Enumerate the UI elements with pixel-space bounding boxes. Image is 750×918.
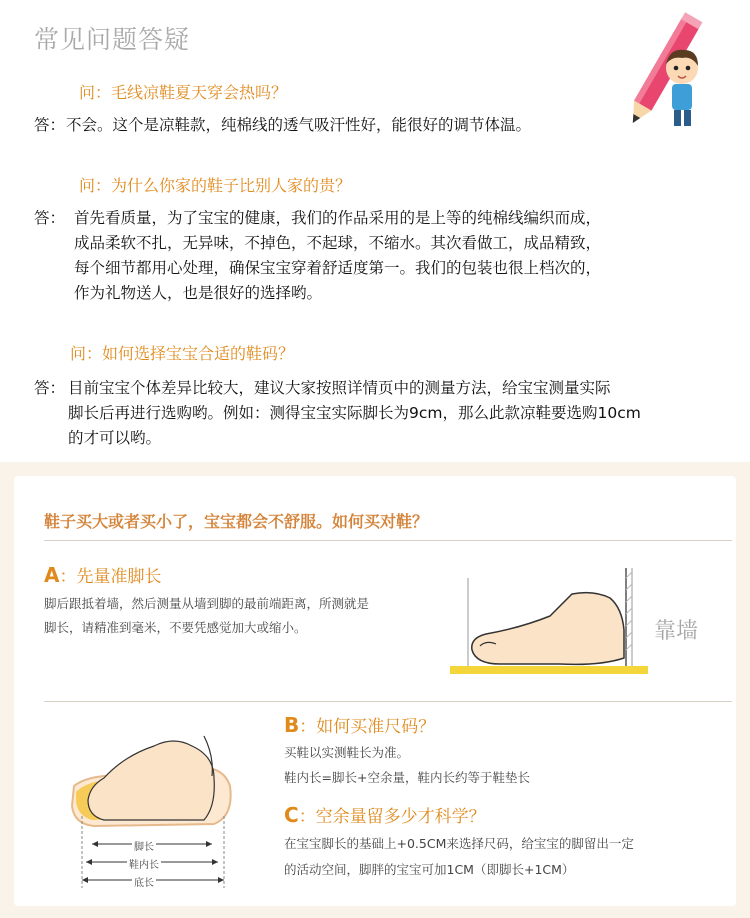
section-a-line-1: 脚后跟抵着墙，然后测量从墙到脚的最前端距离，所测就是: [44, 596, 370, 611]
foot-against-wall-illustration: [450, 568, 650, 688]
section-title-text: ：空余量留多少才科学？: [298, 807, 486, 827]
section-b-title: [284, 712, 435, 737]
section-b-line-1: 买鞋以实测鞋长为准。: [284, 745, 410, 760]
measure-label-sole-length: 底长: [132, 874, 156, 889]
faq-question-1: 问：毛线凉鞋夏天穿会热吗？: [79, 83, 288, 102]
section-c-line-1: 在宝宝脚长的基础上+0.5CM来选择尺码，给宝宝的脚留出一定: [284, 836, 634, 851]
answer-line: 不会。这个是凉鞋款，纯棉线的透气吸汗性好，能很好的调节体温。: [66, 116, 532, 134]
section-title-text: ：如何买准尺码？: [299, 717, 436, 737]
section-c-title: [284, 802, 486, 827]
measure-label-foot-length: 脚长: [132, 838, 156, 853]
answer-line: 目前宝宝个体差异比较大，建议大家按照详情页中的测量方法，给宝宝测量实际: [68, 379, 611, 397]
faq-question-3: 问：如何选择宝宝合适的鞋码？: [70, 344, 295, 363]
answer-line: 脚长后再进行选购哟。例如：测得宝宝实际脚长为9cm，那么此款凉鞋要选购10cm: [68, 404, 641, 422]
answer-line: 每个细节都用心处理，确保宝宝穿着舒适度第一。我们的包装也很上档次的，: [74, 259, 602, 277]
answer-label: 答：: [34, 209, 66, 227]
section-title-text: ：先量准脚长: [59, 567, 162, 587]
size-guide-heading: 鞋子买大或者买小了，宝宝都会不舒服。如何买对鞋？: [44, 512, 429, 531]
faq-title: 常见问题答疑: [34, 25, 191, 54]
divider: [44, 540, 732, 541]
faq-question-2: 问：为什么你家的鞋子比别人家的贵？: [79, 176, 352, 195]
answer-label: 答：: [34, 116, 66, 134]
section-a-title: [44, 562, 161, 587]
faq-answer-3: [34, 376, 724, 451]
answer-label: 答：: [34, 379, 66, 397]
faq-answer-1: [34, 113, 674, 138]
wall-label: 靠墙: [654, 619, 699, 644]
answer-line: 首先看质量，为了宝宝的健康，我们的作品采用的是上等的纯棉线编织而成，: [74, 209, 602, 227]
section-letter: B: [284, 713, 300, 737]
section-b-line-2: 鞋内长=脚长+空余量，鞋内长约等于鞋垫长: [284, 770, 530, 785]
answer-line: 作为礼物送人，也是很好的选择哟。: [74, 284, 323, 302]
measure-label-inner-length: 鞋内长: [127, 856, 161, 871]
faq-answer-2: [34, 206, 714, 306]
divider: [44, 701, 732, 702]
answer-line: 的才可以哟。: [68, 429, 162, 447]
section-letter: A: [44, 563, 60, 587]
size-guide-section: [0, 462, 750, 918]
size-guide-panel: [14, 476, 736, 906]
section-c-line-2: 的活动空间，脚胖的宝宝可加1CM（即脚长+1CM）: [284, 862, 575, 877]
section-letter: C: [284, 803, 299, 827]
answer-line: 成品柔软不扎，无异味，不掉色，不起球，不缩水。其次看做工，成品精致，: [74, 234, 602, 252]
section-a-line-2: 脚长，请精准到毫米，不要凭感觉加大或缩小。: [44, 620, 307, 635]
